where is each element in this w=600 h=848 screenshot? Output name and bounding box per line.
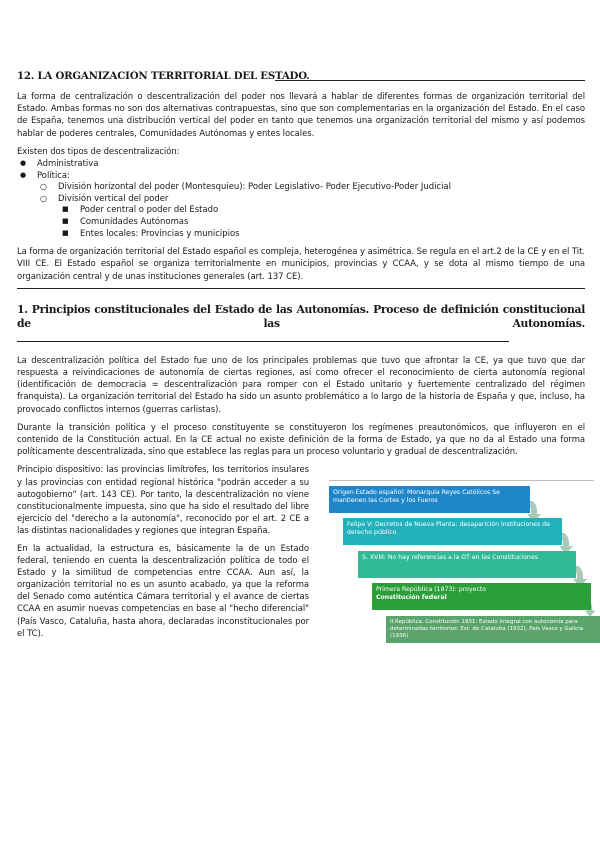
section-1-paragraph-1: La descentralización política del Estado fue uno de los principales problemas que tuvo que afrontar la CE, ya que tuvo que dar respuesta a reivindicaciones de autonomía de ciertas regiones, así como ofrecer el reconocimiento de cierta autonomía regional (identificación de democracia = descentralización para romper con el Estado unitario y fuertemente centralizado del régimen franquista). La organización territorial del Estado ha sido un asunto problemático a lo largo de la historia de España y que, incluso, ha provocado conflictos internos (guerras carlistas). [17, 354, 585, 414]
bullet-circle-icon: ○ [40, 193, 47, 203]
bullet-circle-icon: ○ [40, 182, 47, 192]
diagram-step-segunda-republica: II República. Constitución 1931: Estado integral con autonomía para determinadas territorios: Est. de Cataluña (1932), País Vasco y Galicia (1936) [386, 616, 600, 643]
list-item-administrativa: ● Administrativa [20, 158, 99, 169]
list-item-central: ■ Poder central o poder del Estado [62, 204, 219, 215]
diagram-step-siglo-xviii: S. XVIII: No hay referencias a la OT en las Constituciones [358, 551, 576, 578]
list-item-politica: ● Política: [20, 169, 70, 180]
diagram-step-primera-republica: Primera República (1873): proyecto Constitución federal [372, 583, 591, 610]
bullet-disc-icon: ● [20, 159, 27, 168]
section-12-closing: La forma de organización territorial del Estado español es compleja, heterogénea y asimétrica. Se regula en el art.2 de la CE y en el Tit. VIII CE. El Estado español se organiza territorialmente en municipios, provincias y CCAA, y se dota al mismo tiempo de una organización central y de unas instituciones generales (art. 137 CE). [17, 246, 585, 281]
section-12-heading [17, 70, 585, 82]
section-1-heading [17, 303, 585, 346]
left-column [17, 463, 309, 644]
principio-dispositivo-paragraph: Principio dispositivo: las provincias limítrofes, los territorios insulares y las provincias con entidad regional histórica "podrán acceder a su autogobierno" (art. 143 CE). Por tanto, la descentralización no viene constitucionalmente impuesta, sino que ha sido el resultado del libre ejercicio del "derecho a la autonomía", reconocido por el art. 2 CE a las distintas nacionalidades y regiones que integran España. [17, 464, 309, 535]
two-column-block [17, 463, 585, 683]
heading-underline [17, 331, 509, 342]
list-item-locales: ■ Entes locales: Provincias y municipios [62, 227, 240, 238]
heading-underline [275, 80, 585, 81]
bullet-square-icon: ■ [62, 228, 69, 237]
section-divider [17, 288, 585, 289]
bullet-square-icon: ■ [62, 205, 69, 214]
history-process-diagram [315, 471, 597, 641]
bullet-disc-icon: ● [20, 170, 27, 179]
list-item-ccaa: ■ Comunidades Autónomas [62, 215, 189, 226]
actualidad-paragraph: En la actualidad, la estructura es, básicamente la de un Estado federal, teniendo en cuenta la descentralización política de todo el Estado y la similitud de competencias entre CCAA. Aun así, la organización territorial no es un asunto acabado, ya que la reforma del Senado como auténtica Cámara territorial y el avance de ciertas CCAA en asumir nuevas competencias en base al "hecho diferencial" (País Vasco, Cataluña, hasta ahora, declaradas inconstitucionales por el TC). [17, 542, 309, 638]
diagram-step-origen: Origen Estado español: Monarquía Reyes Católicos Se mantienen las Cortes y los Fueros [329, 486, 530, 513]
diagram-top-line [329, 480, 594, 481]
section-1-paragraph-2: Durante la transición política y el proceso constituyente se constituyeron los regímenes preautonómicos, que influyeron en el contenido de la Constitución actual. En la CE actual no existe definición de la forma de Estado, ya que no da al Estado una forma políticamente descentralizada, sino que establece las reglas para un proceso voluntario y gradual de descentralización. [17, 421, 585, 457]
section-1-title: 1. Principios constitucionales del Estado de las Autonomías. Proceso de definición constitucional de las Autonomías. [17, 302, 585, 330]
list-item-horizontal: ○ División horizontal del poder (Montesquieu): Poder Legislativo- Poder Ejecutivo-Poder Judicial [40, 181, 451, 192]
page-content [17, 70, 585, 683]
section-12-intro: La forma de centralización o descentralización del poder nos llevará a hablar de diferentes formas de organización territorial del Estado. Ambas formas no son dos alternativas contrapuestas, sino que son complementarias en la organización del Estado. En el caso de España, tenemos una distribución vertical del poder en tanto que tenemos una organización territorial del mismo y así podemos hablar de poderes centrales, Comunidades Autónomas y entes locales. [17, 91, 585, 138]
diagram-step-felipe-v: Felipe V: Decretos de Nueva Planta: desaparición instituciones de derecho público [343, 518, 562, 545]
types-intro: Existen dos tipos de descentralización: [17, 145, 180, 156]
bullet-square-icon: ■ [62, 216, 69, 225]
descentralizacion-list [17, 158, 585, 239]
section-12-title: 12. LA ORGANIZACIÓN TERRITORIAL DEL ESTADO. [17, 70, 310, 82]
list-item-vertical: ○ División vertical del poder [40, 192, 169, 203]
